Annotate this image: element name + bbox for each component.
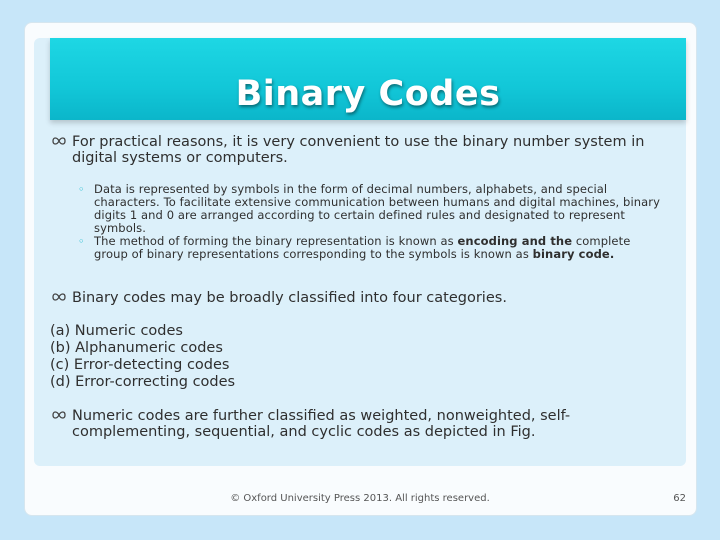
sub-bullet-dot-icon: ◦ xyxy=(78,183,85,196)
category-item: (c) Error-detecting codes xyxy=(50,357,230,373)
infinity-bullet-icon xyxy=(52,291,66,303)
page-number: 62 xyxy=(673,493,686,504)
bullet-text: Binary codes may be broadly classified into four categories. xyxy=(72,290,507,306)
sub-bullet-dot-icon: ◦ xyxy=(78,235,85,248)
category-item: (b) Alphanumeric codes xyxy=(50,340,223,356)
bold-term: binary code. xyxy=(532,247,615,261)
sub-bullet-item xyxy=(78,235,663,261)
sub-bullet-text: The method of forming the binary representation is known as encoding and the complete group of binary representations corresponding to the symbols is known as binary code. xyxy=(94,234,631,261)
infinity-bullet-icon xyxy=(52,135,66,147)
bullet-item xyxy=(52,290,682,306)
bullet-item xyxy=(52,134,682,166)
slide-title: Binary Codes xyxy=(235,74,501,114)
category-item: (d) Error-correcting codes xyxy=(50,374,236,390)
infinity-bullet-icon xyxy=(52,409,66,421)
bold-term: encoding and the xyxy=(457,234,573,248)
category-item: (a) Numeric codes xyxy=(50,323,183,339)
sub-bullet-text: Data is represented by symbols in the form of decimal numbers, alphabets, and special characters. To facilitate extensive communication between humans and digital machines, binary digits 1 and 0 are arranged according to certain defined rules and designated to represent symbols. xyxy=(94,182,661,235)
category-list xyxy=(50,323,235,391)
bullet-item xyxy=(52,408,682,440)
sub-bullet-item xyxy=(78,183,663,235)
bullet-text: Numeric codes are further classified as weighted, nonweighted, self-complementing, sequential, and cyclic codes as depicted in Fig. xyxy=(72,408,571,440)
copyright-footer: © Oxford University Press 2013. All rights reserved. xyxy=(230,493,490,504)
bullet-text: For practical reasons, it is very convenient to use the binary number system in digital systems or computers. xyxy=(72,134,645,166)
